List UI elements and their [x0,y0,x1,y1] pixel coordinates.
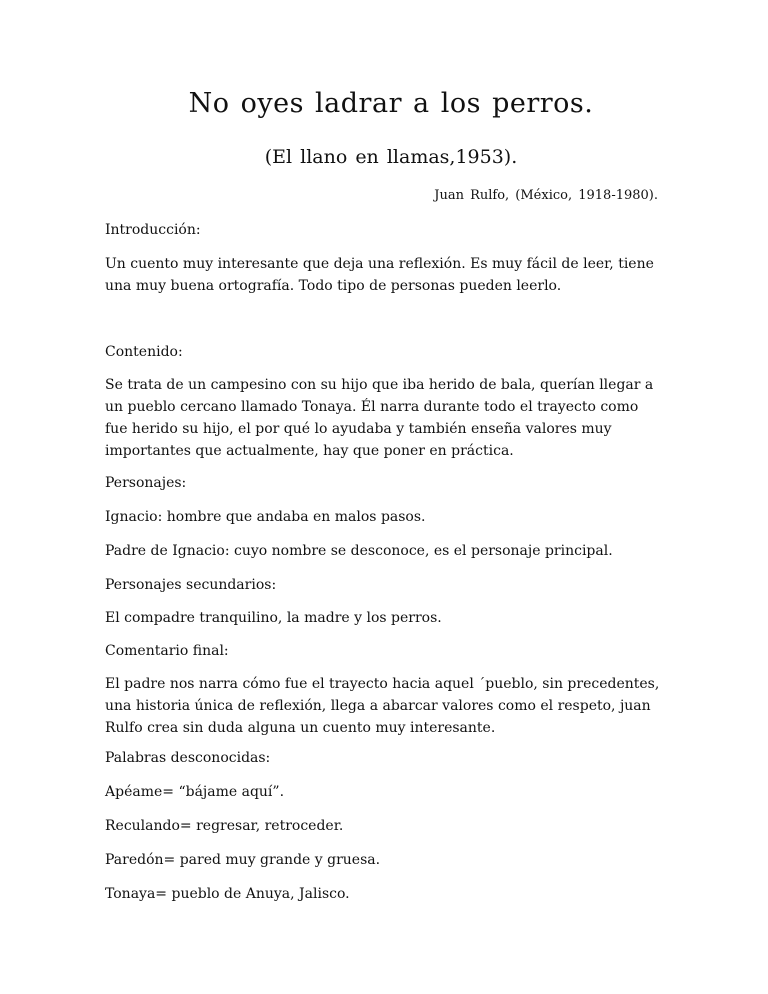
content-paragraph: Se trata de un campesino con su hijo que iba herido de bala, querían llegar a un pueblo cercano llamado Tonaya. Él narra durante todo el trayecto como fue herido su hijo, el por qué lo ayudaba y también enseña valores muy importantes que actualmente, hay que poner en práctica. [105,377,654,459]
characters-heading: Personajes: [105,475,187,491]
unknown-word-1: Apéame= “bájame aquí”. [105,784,285,800]
unknown-word-3: Paredón= pared muy grande y gruesa. [105,852,381,868]
content-heading: Contenido: [105,344,183,360]
intro-paragraph: Un cuento muy interesante que deja una reflexión. Es muy fácil de leer, tiene una muy buena ortografía. Todo tipo de personas pueden leerlo. [105,256,654,294]
unknown-word-4: Tonaya= pueblo de Anuya, Jalisco. [105,886,350,902]
final-comment-paragraph: El padre nos narra cómo fue el trayecto hacia aquel ´pueblo, sin precedentes, una historia única de reflexión, llega a abarcar valores como el respeto, juan Rulfo crea sin duda alguna un cuento muy interesante. [105,676,660,736]
intro-heading: Introducción: [105,222,201,238]
character-item-2: Padre de Ignacio: cuyo nombre se desconoce, es el personaje principal. [105,543,613,559]
final-comment-heading: Comentario final: [105,643,229,659]
unknown-word-2: Reculando= regresar, retroceder. [105,818,344,834]
secondary-characters-text: El compadre tranquilino, la madre y los perros. [105,610,442,626]
character-item-1: Ignacio: hombre que andaba en malos pasos. [105,509,426,525]
secondary-characters-heading: Personajes secundarios: [105,577,277,593]
document-title: No oyes ladrar a los perros. [188,88,594,119]
unknown-words-heading: Palabras desconocidas: [105,750,271,766]
document-subtitle: (El llano en llamas,1953). [264,146,518,168]
document-author: Juan Rulfo, (México, 1918-1980). [434,188,658,203]
